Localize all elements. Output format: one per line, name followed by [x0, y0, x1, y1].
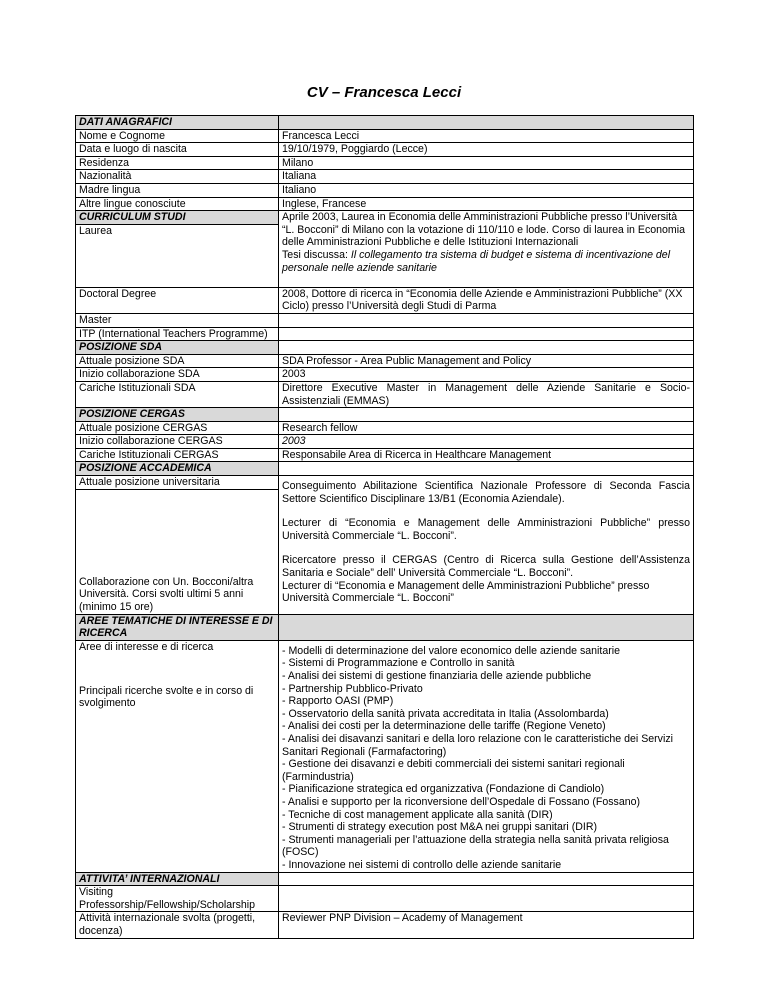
row-label: Inizio collaborazione CERGAS [76, 435, 279, 449]
row-label: Attuale posizione SDA [76, 354, 279, 368]
row-value: 2003 [279, 368, 694, 382]
row-label: Data e luogo di nascita [76, 143, 279, 157]
section-header-cergas [76, 408, 694, 422]
row-label: Attuale posizione CERGAS [76, 421, 279, 435]
list-item: - Tecniche di cost management applicate alla sanità (DIR) [282, 808, 553, 821]
list-item: - Modelli di determinazione del valore economico delle aziende sanitarie [282, 644, 621, 657]
row-value: Direttore Executive Master in Management delle Aziende Sanitarie e Socio-Assistenziali (EMMAS) [279, 381, 694, 407]
row-label: Laurea [76, 224, 279, 287]
table-row [76, 327, 694, 341]
table-row [76, 368, 694, 382]
accademica-p1: Conseguimento Abilitazione Scientifica Nazionale Professore di Seconda Fascia Settore Scientifico Disciplinare 13/B1 (Economia Aziendale). [282, 480, 690, 505]
table-row [76, 421, 694, 435]
list-item: - Strumenti di strategy execution post M&A nei gruppi sanitari (DIR) [282, 821, 598, 834]
table-row [76, 354, 694, 368]
row-value: Research fellow [279, 421, 694, 435]
accademica-p2: Lecturer di “Economia e Management delle Amministrazioni Pubbliche” presso Università Commerciale “L. Bocconi”. [282, 517, 690, 542]
section-header-studi [76, 211, 694, 225]
section-title: AREE TEMATICHE DI INTERESSE E DI RICERCA [76, 614, 279, 640]
section-title: CURRICULUM STUDI [76, 211, 279, 225]
list-item: - Strumenti manageriali per l’attuazione della strategia nella sanità privata religiosa (FOSC) [282, 833, 669, 859]
section-title: POSIZIONE SDA [76, 341, 279, 355]
row-value: Italiana [279, 170, 694, 184]
list-item: - Rapporto OASI (PMP) [282, 695, 394, 708]
table-row [76, 170, 694, 184]
list-item: - Gestione dei disavanzi e debiti commerciali dei sistemi sanitari regionali (Farmindustria) [282, 758, 625, 783]
row-label: Nome e Cognome [76, 129, 279, 143]
row-label: Residenza [76, 156, 279, 170]
row-label: Cariche Istituzionali SDA [76, 381, 279, 407]
section-header-sda [76, 341, 694, 355]
tesi-prefix: Tesi discussa: [282, 248, 351, 261]
section-header-anagrafici [76, 116, 694, 130]
section-header-internazionali [76, 872, 694, 886]
table-row [76, 886, 694, 912]
section-header-accademica [76, 462, 694, 476]
list-item: - Analisi e supporto per la riconversione dell’Ospedale di Fossano (Fossano) [282, 795, 641, 808]
accademica-p3: Ricercatore presso il CERGAS (Centro di Ricerca sulla Gestione dell’Assistenza Sanitaria e Sociale” dell’ Università Commerciale “L. Bocconi”. [282, 554, 690, 580]
list-item: - Analisi dei disavanzi sanitari e della loro relazione con le caratteristiche dei Servizi Sanitari Regionali (Farmafactoring) [282, 733, 673, 758]
row-value: Reviewer PNP Division – Academy of Management [279, 912, 694, 938]
table-row [76, 197, 694, 211]
row-value: 2008, Dottore di ricerca in “Economia delle Aziende e Amministrazioni Pubbliche” (XX Ciclo) presso l’Università degli Studi di Parma [279, 287, 694, 313]
row-value: Italiano [279, 183, 694, 197]
row-label: Attuale posizione universitaria [76, 476, 279, 490]
list-item: - Innovazione nei sistemi di controllo delle aziende sanitarie [282, 858, 562, 871]
row-label: Visiting Professorship/Fellowship/Scholarship [76, 886, 279, 912]
table-row [76, 143, 694, 157]
laurea-text: Aprile 2003, Laurea in Economia delle Amministrazioni Pubbliche presso l’Università “L. Bocconi” di Milano con la votazione di 110/110 e lode. Corso di laurea in Economia delle Amministrazioni Pubbliche e delle Istituzioni Internazionali [282, 211, 685, 249]
list-item: - Analisi dei sistemi di gestione finanziaria delle aziende pubbliche [282, 670, 592, 683]
list-item: - Pianificazione strategica ed organizzativa (Fondazione di Candiolo) [282, 783, 605, 796]
table-row [76, 287, 694, 313]
table-row [76, 381, 694, 407]
row-label: Madre lingua [76, 183, 279, 197]
table-row [76, 912, 694, 938]
list-item: - Partnership Pubblico-Privato [282, 682, 423, 695]
row-label: ITP (International Teachers Programme) [76, 327, 279, 341]
section-title: POSIZIONE CERGAS [76, 408, 279, 422]
row-value: Inglese, Francese [279, 197, 694, 211]
interesse-list [279, 640, 694, 872]
page-title: CV – Francesca Lecci [306, 84, 462, 101]
collab-value: Lecturer di “Economia e Management delle Amministrazioni Pubbliche” presso Università Commerciale “L. Bocconi” [282, 579, 650, 605]
row-value: 19/10/1979, Poggiardo (Lecce) [279, 143, 694, 157]
table-row [76, 313, 694, 327]
laurea-value [279, 211, 694, 288]
table-row [76, 640, 694, 872]
interesse-label: Aree di interesse e di ricerca [79, 640, 214, 653]
table-row [76, 183, 694, 197]
list-item: - Osservatorio della sanità privata accreditata in Italia (Assolombarda) [282, 707, 609, 720]
row-value: Milano [279, 156, 694, 170]
row-label: Inizio collaborazione SDA [76, 368, 279, 382]
table-row [76, 448, 694, 462]
row-label: Doctoral Degree [76, 287, 279, 313]
section-title: POSIZIONE ACCADEMICA [76, 462, 279, 476]
ricerche-label: Principali ricerche svolte e in corso di svolgimento [79, 684, 254, 710]
cv-table [75, 115, 694, 939]
table-row [76, 476, 694, 490]
row-label: Attività internazionale svolta (progetti, docenza) [76, 912, 279, 938]
tesi-title: Il collegamento tra sistema di budget e sistema di incentivazione del personale nelle aziende sanitarie [282, 248, 671, 274]
section-header-aree [76, 614, 694, 640]
table-row [76, 156, 694, 170]
row-label: Collaborazione con Un. Bocconi/altra Università. Corsi svolti ultimi 5 anni (minimo 15 ore) [76, 489, 279, 614]
list-item: - Sistemi di Programmazione e Controllo in sanità [282, 657, 515, 670]
row-label: Nazionalità [76, 170, 279, 184]
row-value: Francesca Lecci [279, 129, 694, 143]
row-label: Altre lingue conosciute [76, 197, 279, 211]
section-title: DATI ANAGRAFICI [76, 116, 279, 130]
row-value: 2003 [279, 435, 694, 449]
table-row [76, 435, 694, 449]
row-value: Responsabile Area di Ricerca in Healthcare Management [279, 448, 694, 462]
row-label: Cariche Istituzionali CERGAS [76, 448, 279, 462]
table-row [76, 129, 694, 143]
section-title: ATTIVITA’ INTERNAZIONALI [76, 872, 279, 886]
list-item: - Analisi dei costi per la determinazione delle tariffe (Regione Veneto) [282, 720, 606, 733]
row-value: SDA Professor - Area Public Management and Policy [279, 354, 694, 368]
row-value [279, 476, 694, 615]
row-label: Master [76, 313, 279, 327]
